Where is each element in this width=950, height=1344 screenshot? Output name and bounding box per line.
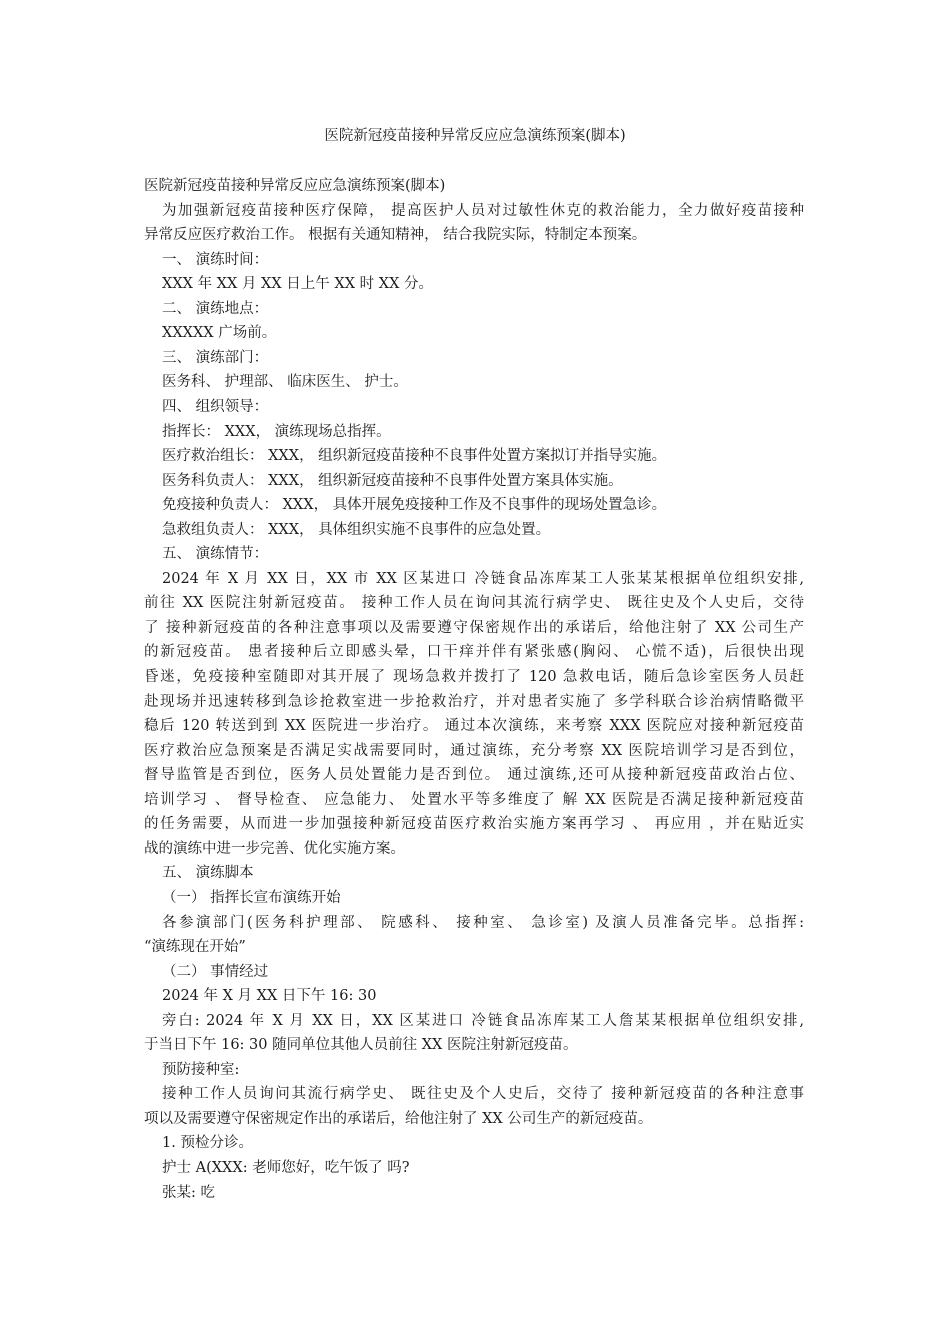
paragraph-line: 的新冠疫苗。 患者接种后立即感头晕，口干痒并伴有紧张感(胸闷、 心慌不适)，后很快出现 — [144, 644, 804, 661]
paragraph-line: 的任务需要，从而进一步加强接种新冠疫苗医疗救治实施方案再学习 、 再应用 ，并在贴近实 — [144, 816, 804, 833]
paragraph-line: 五、 演练情节： — [162, 546, 269, 563]
document-title: 医院新冠疫苗接种异常反应应急演练预案(脚本) — [324, 128, 626, 144]
paragraph-line: 四、 组织领导： — [162, 398, 269, 415]
paragraph-line: 战的演练中进一步完善、优化实施方案。 — [144, 840, 405, 857]
paragraph-line: 赴现场并迅速转移到急诊抢救室进一步抢救治疗，并对患者实施了 多学科联合诊治病情略微平 — [144, 693, 804, 710]
paragraph-line: 为加强新冠疫苗接种医疗保障， 提高医护人员对过敏性休克的救治能力，全力做好疫苗接种 — [162, 202, 804, 219]
paragraph-line: 于当日下午 16: 30 随同单位其他人员前往 XX 医院注射新冠疫苗。 — [144, 1037, 578, 1054]
document-subtitle: 医院新冠疫苗接种异常反应应急演练预案(脚本) — [144, 178, 446, 194]
paragraph-line: 前往 XX 医院注射新冠疫苗。 接种工作人员在询问其流行病学史、 既往史及个人史后，交待 — [144, 595, 804, 612]
paragraph-line: XXX 年 XX 月 XX 日上午 XX 时 XX 分。 — [162, 276, 434, 293]
paragraph-line: 医务科、 护理部、 临床医生、 护士。 — [162, 374, 408, 391]
paragraph-line: 二、 演练地点： — [162, 300, 269, 317]
paragraph-line: 三、 演练部门： — [162, 349, 269, 366]
paragraph-line: （二） 事情经过 — [162, 963, 269, 980]
paragraph-line: （一） 指挥长宣布演练开始 — [162, 889, 341, 906]
paragraph-line: 了 接种新冠疫苗的各种注意事项以及需要遵守保密规作出的承诺后，给他注射了 XX 公司生产 — [144, 619, 804, 636]
paragraph-line: 培训学习 、 督导检查、 应急能力、 处置水平等多维度了 解 XX 医院是否满足接种新冠疫苗 — [144, 791, 804, 808]
paragraph-line: 1. 预检分诊。 — [162, 1135, 253, 1152]
paragraph-line: 医疗救治应急预案是否满足实战需要同时，通过演练，充分考察 XX 医院培训学习是否到位， — [144, 742, 804, 759]
paragraph-line: 张某: 吃 — [162, 1184, 215, 1201]
paragraph-line: XXXXX 广场前。 — [162, 325, 277, 342]
paragraph-line: 项以及需要遵守保密规定作出的承诺后，给他注射了 XX 公司生产的新冠疫苗。 — [144, 1110, 653, 1127]
paragraph-line: 预防接种室: — [162, 1061, 240, 1078]
paragraph-line: 免疫接种负责人： XXX， 具体开展免疫接种工作及不良事件的现场处置急诊。 — [162, 497, 667, 514]
paragraph-line: “演练现在开始” — [144, 939, 246, 956]
paragraph-line: 2024 年 X 月 XX 日下午 16: 30 — [162, 988, 377, 1005]
paragraph-line: 五、 演练脚本 — [162, 865, 254, 882]
paragraph-line: 稳后 120 转送到到 XX 医院进一步治疗。 通过本次演练，来考察 XXX 医院应对接种新冠疫苗 — [144, 718, 804, 735]
paragraph-line: 异常反应医疗救治工作。 根据有关通知精神， 结合我院实际，特制定本预案。 — [144, 227, 647, 244]
paragraph-line: 急救组负责人： XXX， 具体组织实施不良事件的应急处置。 — [162, 521, 551, 538]
paragraph-line: 一、 演练时间： — [162, 251, 269, 268]
paragraph-line: 各参演部门(医务科护理部、 院感科、 接种室、 急诊室) 及演人员准备完毕。总指挥: — [162, 914, 804, 931]
paragraph-line: 医疗救治组长： XXX， 组织新冠疫苗接种不良事件处置方案拟订并指导实施。 — [162, 448, 667, 465]
paragraph-line: 昏迷，免疫接种室随即对其开展了 现场急救并拨打了 120 急救电话，随后急诊室医务人员赶 — [144, 669, 804, 685]
paragraph-line: 指挥长： XXX， 演练现场总指挥。 — [162, 423, 391, 440]
paragraph-line: 2024 年 X 月 XX 日，XX 市 XX 区某进口 冷链食品冻库某工人张某某根据单位组织安排, — [162, 570, 804, 587]
paragraph-line: 护士 A(XXX: 老师您好，吃午饭了 吗? — [162, 1160, 410, 1176]
paragraph-line: 接种工作人员询问其流行病学史、 既往史及个人史后，交待了 接种新冠疫苗的各种注意事 — [162, 1086, 804, 1103]
paragraph-line: 旁白: 2024 年 X 月 XX 日，XX 区某进口 冷链食品冻库某工人詹某某根据单位组织安排, — [162, 1012, 804, 1029]
paragraph-line: 医务科负责人： XXX， 组织新冠疫苗接种不良事件处置方案具体实施。 — [162, 472, 623, 489]
paragraph-line: 督导监管是否到位，医务人员处置能力是否到位。 通过演练,还可从接种新冠疫苗政治占位、 — [144, 767, 804, 784]
